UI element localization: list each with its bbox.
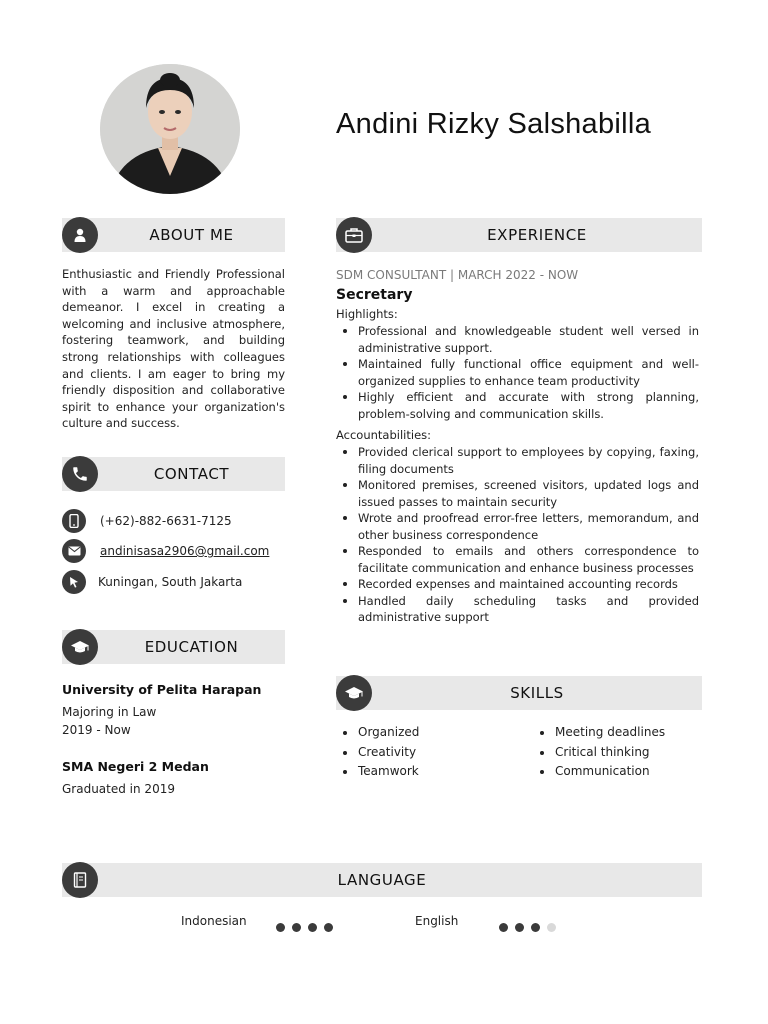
skills-section-title: SKILLS	[510, 684, 564, 702]
about-section-title: ABOUT ME	[149, 226, 234, 244]
contact-address: Kuningan, South Jakarta	[98, 575, 243, 589]
proficiency-dot-filled	[292, 923, 301, 932]
experience-section-header	[336, 218, 702, 252]
proficiency-dot-filled	[515, 923, 524, 932]
proficiency-dot-filled	[324, 923, 333, 932]
education-detail: Majoring in Law	[62, 705, 157, 719]
graduation-cap-icon	[336, 675, 372, 711]
experience-role: Secretary	[336, 287, 413, 303]
phone-icon	[62, 456, 98, 492]
accountability-item: Handled daily scheduling tasks and provided administrative support	[336, 593, 699, 626]
proficiency-dot-filled	[276, 923, 285, 932]
highlight-item: Professional and knowledgeable student well versed in administrative support.	[336, 323, 699, 356]
skills-list-col2	[533, 723, 665, 782]
user-icon	[62, 217, 98, 253]
about-text: Enthusiastic and Friendly Professional with a warm and approachable demeanor. I excel in creating a welcoming and inclusive atmosphere, fostering teamwork, and building strong relationships with colleagues and clients. I am eager to bring my friendly disposition and collaborative spirit to enhance your organization's culture and success.	[62, 267, 285, 431]
accountability-item: Responded to emails and others correspondence to facilitate communication and enhance business processes	[336, 543, 699, 576]
skill-item: Organized	[336, 723, 419, 743]
skill-item: Critical thinking	[533, 743, 665, 763]
accountability-item: Provided clerical support to employees by copying, faxing, filing documents	[336, 444, 699, 477]
highlights-label: Highlights:	[336, 307, 398, 321]
contact-phone: (+62)-882-6631-7125	[100, 514, 232, 528]
proficiency-dot-filled	[531, 923, 540, 932]
education-detail: Graduated in 2019	[62, 782, 175, 796]
language-section-title: LANGUAGE	[337, 871, 427, 889]
skill-item: Teamwork	[336, 762, 419, 782]
highlight-item: Maintained fully functional office equipment and well-organized supplies to enhance team productivity	[336, 356, 699, 389]
contact-email-link[interactable]: andinisasa2906@gmail.com	[100, 544, 270, 558]
profile-photo-image	[100, 64, 240, 194]
language-level-indonesian	[276, 917, 340, 936]
proficiency-dot-filled	[308, 923, 317, 932]
briefcase-icon	[336, 217, 372, 253]
skills-section-header	[336, 676, 702, 710]
proficiency-dot-empty	[547, 923, 556, 932]
experience-section-title: EXPERIENCE	[487, 226, 587, 244]
accountability-item: Monitored premises, screened visitors, updated logs and issued passes to maintain security	[336, 477, 699, 510]
accountability-item: Recorded expenses and maintained accounting records	[336, 576, 699, 593]
experience-meta: SDM CONSULTANT | MARCH 2022 - NOW	[336, 268, 579, 282]
book-icon	[62, 862, 98, 898]
language-name: English	[415, 914, 459, 928]
highlight-item: Highly efficient and accurate with strong planning, problem-solving and communication skills.	[336, 389, 699, 422]
language-level-english	[499, 917, 563, 936]
accountabilities-list	[336, 444, 699, 626]
language-name: Indonesian	[181, 914, 247, 928]
education-section-title: EDUCATION	[144, 638, 239, 656]
profile-photo	[100, 64, 240, 194]
education-school: SMA Negeri 2 Medan	[62, 759, 209, 774]
candidate-name: Andini Rizky Salshabilla	[336, 108, 652, 140]
accountabilities-label: Accountabilities:	[336, 428, 432, 442]
pointer-icon	[62, 570, 86, 594]
skill-item: Creativity	[336, 743, 419, 763]
envelope-icon	[62, 539, 86, 563]
graduation-cap-icon	[62, 629, 98, 665]
education-school: University of Pelita Harapan	[62, 682, 262, 697]
skill-item: Meeting deadlines	[533, 723, 665, 743]
smartphone-icon	[62, 509, 86, 533]
accountability-item: Wrote and proofread error-free letters, memorandum, and other business correspondence	[336, 510, 699, 543]
skills-list-col1	[336, 723, 419, 782]
language-section-header	[62, 863, 702, 897]
proficiency-dot-filled	[499, 923, 508, 932]
education-detail: 2019 - Now	[62, 723, 131, 737]
highlights-list	[336, 323, 699, 422]
contact-section-title: CONTACT	[153, 465, 230, 483]
skill-item: Communication	[533, 762, 665, 782]
